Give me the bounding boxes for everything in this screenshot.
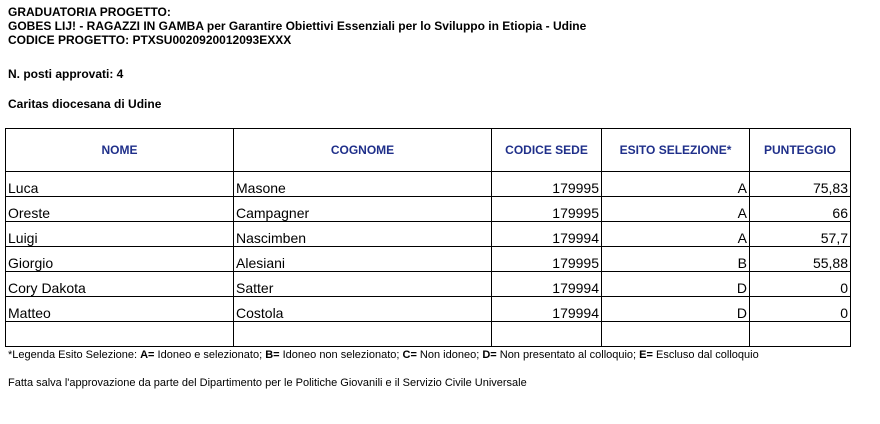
col-header-codice-sede: CODICE SEDE <box>492 129 602 172</box>
cell-cognome: Costola <box>234 297 492 322</box>
cell-nome <box>6 322 234 347</box>
table-row <box>6 272 851 297</box>
cell-punteggio: 55,88 <box>750 247 851 272</box>
legend <box>8 349 759 361</box>
project-name: GOBES LIJ! - RAGAZZI IN GAMBA per Garantire Obiettivi Essenziali per lo Sviluppo in Etiopia - Udine <box>8 19 587 33</box>
legend-key: D= <box>482 349 497 361</box>
project-code: CODICE PROGETTO: PTXSU0020920012093EXXX <box>8 33 292 47</box>
col-header-punteggio: PUNTEGGIO <box>750 129 851 172</box>
legend-items <box>140 349 759 361</box>
cell-nome: Matteo <box>6 297 234 322</box>
cell-codice-sede <box>492 322 602 347</box>
table-row <box>6 172 851 197</box>
cell-punteggio: 0 <box>750 272 851 297</box>
legend-text: Non presentato al colloquio; <box>496 349 640 361</box>
legend-text: Idoneo non selezionato; <box>279 349 403 361</box>
cell-cognome: Campagner <box>234 197 492 222</box>
table-row <box>6 247 851 272</box>
legend-text: Idoneo e selezionato; <box>154 349 266 361</box>
cell-cognome: Alesiani <box>234 247 492 272</box>
cell-codice-sede: 179995 <box>492 247 602 272</box>
cell-codice-sede: 179994 <box>492 222 602 247</box>
cell-esito: D <box>602 297 750 322</box>
cell-esito: A <box>602 222 750 247</box>
ranking-table <box>5 128 851 347</box>
cell-esito: D <box>602 272 750 297</box>
cell-nome: Luca <box>6 172 234 197</box>
table-header-row <box>6 129 851 172</box>
cell-cognome: Nascimben <box>234 222 492 247</box>
cell-esito: A <box>602 172 750 197</box>
cell-codice-sede: 179995 <box>492 197 602 222</box>
cell-cognome <box>234 322 492 347</box>
organization-name: Caritas diocesana di Udine <box>8 97 162 111</box>
cell-esito: B <box>602 247 750 272</box>
table-body <box>6 172 851 347</box>
legend-key: C= <box>402 349 417 361</box>
table-row <box>6 297 851 322</box>
approved-posts: N. posti approvati: 4 <box>8 67 124 81</box>
legend-prefix: *Legenda Esito Selezione: <box>8 349 141 361</box>
cell-codice-sede: 179994 <box>492 297 602 322</box>
approval-note: Fatta salva l'approvazione da parte del Dipartimento per le Politiche Giovanili e il Servizio Civile Universale <box>8 377 527 389</box>
legend-key: E= <box>639 349 653 361</box>
table-row <box>6 322 851 347</box>
table-row <box>6 222 851 247</box>
cell-esito <box>602 322 750 347</box>
legend-text: Escluso dal colloquio <box>652 349 759 361</box>
cell-esito: A <box>602 197 750 222</box>
cell-cognome: Masone <box>234 172 492 197</box>
cell-nome: Oreste <box>6 197 234 222</box>
legend-key: A= <box>140 349 155 361</box>
col-header-cognome: COGNOME <box>234 129 492 172</box>
cell-cognome: Satter <box>234 272 492 297</box>
header-title: GRADUATORIA PROGETTO: <box>8 5 171 19</box>
cell-punteggio: 57,7 <box>750 222 851 247</box>
cell-punteggio: 66 <box>750 197 851 222</box>
legend-key: B= <box>265 349 280 361</box>
cell-codice-sede: 179994 <box>492 272 602 297</box>
cell-nome: Giorgio <box>6 247 234 272</box>
cell-punteggio <box>750 322 851 347</box>
col-header-esito: ESITO SELEZIONE* <box>602 129 750 172</box>
legend-text: Non idoneo; <box>416 349 483 361</box>
cell-codice-sede: 179995 <box>492 172 602 197</box>
table-row <box>6 197 851 222</box>
col-header-nome: NOME <box>6 129 234 172</box>
cell-nome: Luigi <box>6 222 234 247</box>
cell-nome: Cory Dakota <box>6 272 234 297</box>
cell-punteggio: 0 <box>750 297 851 322</box>
cell-punteggio: 75,83 <box>750 172 851 197</box>
